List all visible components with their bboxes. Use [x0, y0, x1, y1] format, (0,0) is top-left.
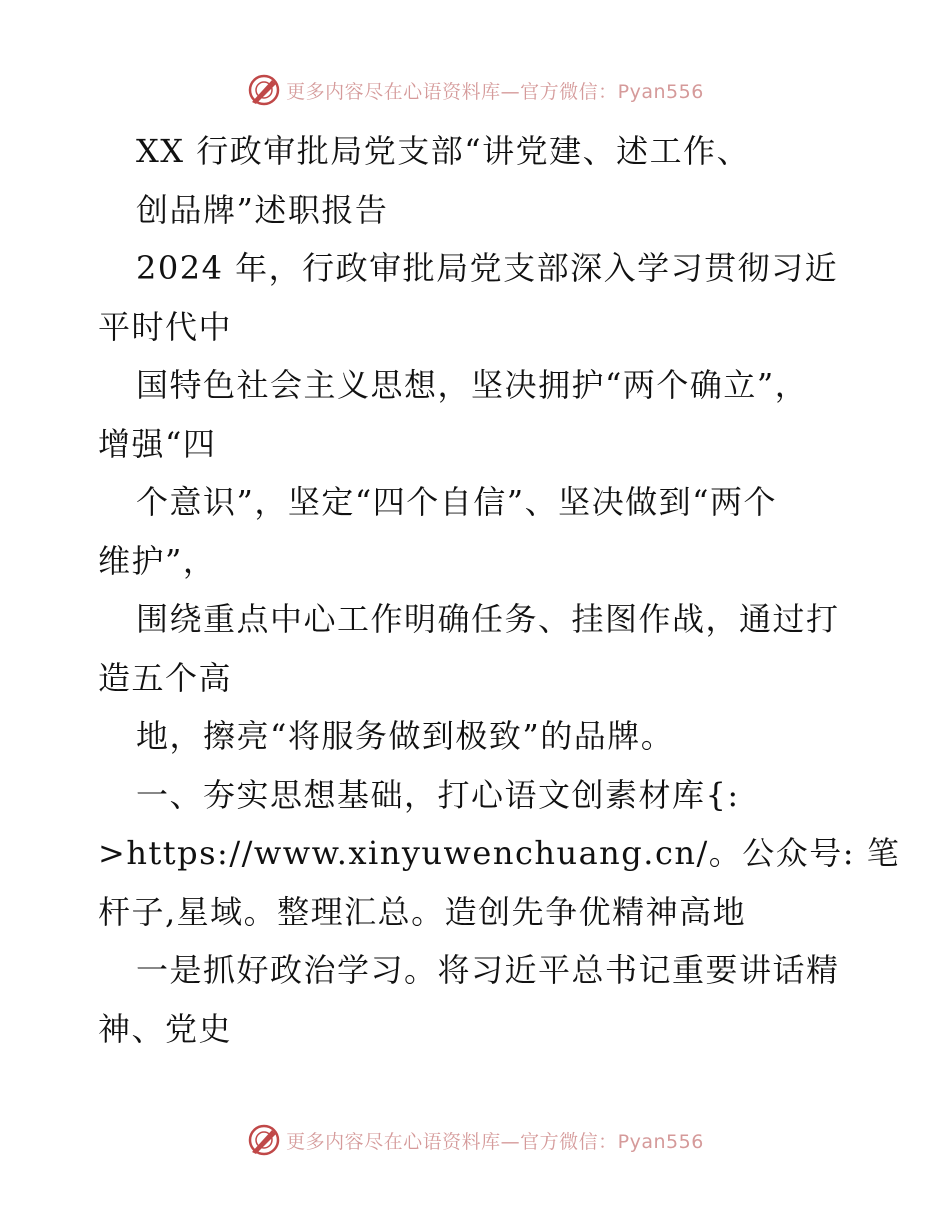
text-line: 2024 年，行政审批局党支部深入学习贯彻习近	[136, 249, 839, 287]
text-line: 维护”，	[98, 541, 217, 580]
text-line: >https://www.xinyuwenchuang.cn/。公众号: 笔	[98, 834, 901, 872]
text-line: 增强“四	[98, 424, 217, 463]
text-line: XX 行政审批局党支部“讲党建、述工作、	[136, 132, 751, 170]
text-line: 杆子,星域。整理汇总。造创先争优精神高地	[98, 892, 747, 931]
text-line: 创品牌”述职报告	[136, 190, 389, 229]
pen-logo-icon	[246, 1122, 282, 1158]
text-line: 造五个高	[98, 658, 233, 697]
text-line: 一、夯实思想基础，打心语文创素材库{:	[136, 775, 740, 814]
header-watermark	[0, 70, 950, 110]
header-watermark-text: 更多内容尽在心语资料库—官方微信：Pyan556	[286, 80, 704, 103]
footer-watermark-text: 更多内容尽在心语资料库—官方微信：Pyan556	[286, 1130, 704, 1153]
pen-logo-icon	[246, 72, 282, 108]
text-line: 国特色社会主义思想，坚决拥护“两个确立”，	[136, 366, 809, 404]
text-line: 神、党史	[98, 1009, 233, 1048]
footer-watermark	[0, 1120, 950, 1160]
text-line: 围绕重点中心工作明确任务、挂图作战，通过打	[136, 600, 840, 638]
text-line: 平时代中	[98, 307, 233, 346]
text-line: 一是抓好政治学习。将习近平总书记重要讲话精	[136, 951, 840, 989]
text-line: 地，擦亮“将服务做到极致”的品牌。	[136, 717, 675, 755]
document-body	[98, 122, 901, 1058]
text-line: 个意识”，坚定“四个自信”、坚决做到“两个	[136, 483, 777, 521]
